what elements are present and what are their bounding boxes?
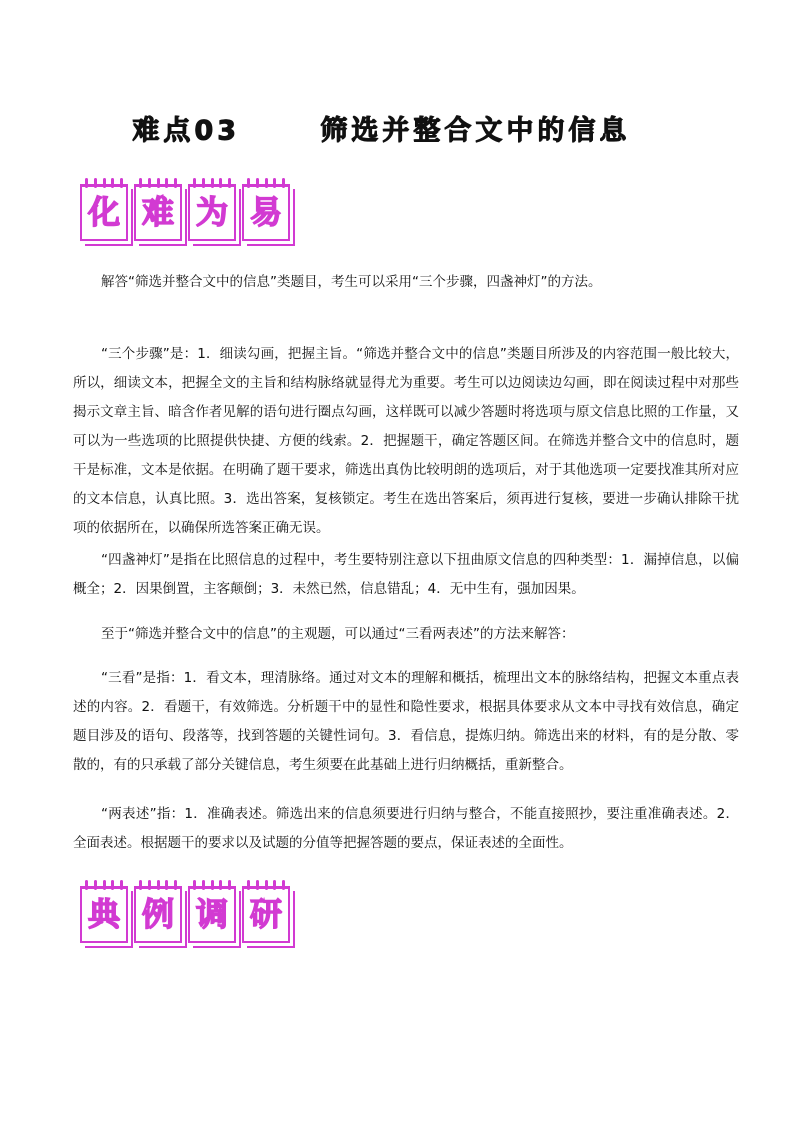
paragraph-three-steps <box>73 340 739 543</box>
notebook-icon <box>134 886 182 943</box>
title-main: 筛选并整合文中的信息 <box>320 115 630 146</box>
paragraph-three-looks <box>73 664 739 780</box>
section-banner-examples <box>80 880 290 942</box>
notebook-icon <box>188 886 236 943</box>
paragraph-two-statements <box>73 800 739 858</box>
banner-char: 研 <box>249 895 282 933</box>
banner-char: 易 <box>249 193 282 231</box>
banner-char: 例 <box>141 895 174 933</box>
notebook-icon <box>80 886 128 943</box>
paragraph-text: “三个步骤”是：1．细读勾画，把握主旨。“筛选并整合文中的信息”类题目所涉及的内容范围一般比较大，所以，细读文本，把握全文的主旨和结构脉络就显得尤为重要。考生可以边阅读边勾画，即在阅读过程中对那些揭示文章主旨、暗含作者见解的语句进行圈点勾画，这样既可以减少答题时将选项与原文信息比照的工作量，又可以为一些选项的比照提供快捷、方便的线索。2．把握题干，确定答题区间。在筛选并整合文中的信息时，题干是标准，文本是依据。在明确了题干要求，筛选出真伪比较明朗的选项后，对于其他选项一定要找准其所对应的文本信息，认真比照。3．选出答案，复核锁定。考生在选出答案后，须再进行复核，要进一步确认排除干扰项的依据所在，以确保所选答案正确无误。 <box>73 346 739 536</box>
paragraph-text: 解答“筛选并整合文中的信息”类题目，考生可以采用“三个步骤，四盏神灯”的方法。 <box>101 274 602 290</box>
banner-char: 调 <box>195 895 228 933</box>
page-title <box>0 108 794 148</box>
paragraph-text: “三看”是指：1．看文本，理清脉络。通过对文本的理解和概括，梳理出文本的脉络结构，把握文本重点表述的内容。2．看题干，有效筛选。分析题干中的显性和隐性要求，根据具体要求从文本中寻找有效信息，确定题目涉及的语句、段落等，找到答题的关键性词句。3．看信息，提炼归纳。筛选出来的材料，有的是分散、零散的，有的只承载了部分关键信息，考生须要在此基础上进行归纳概括，重新整合。 <box>73 670 739 773</box>
notebook-icon <box>188 184 236 241</box>
banner-char: 典 <box>87 895 120 933</box>
section-banner-simplify <box>80 178 290 240</box>
paragraph-intro <box>73 268 739 297</box>
paragraph-text: 至于“筛选并整合文中的信息”的主观题，可以通过“三看两表述”的方法来解答： <box>101 626 575 642</box>
paragraph-text: “四盏神灯”是指在比照信息的过程中，考生要特别注意以下扭曲原文信息的四种类型：1．漏掉信息，以偏概全；2．因果倒置，主客颠倒；3．未然已然，信息错乱；4．无中生有，强加因果。 <box>73 552 739 597</box>
notebook-icon <box>134 184 182 241</box>
title-prefix: 难点03 <box>132 115 240 146</box>
paragraph-subjective <box>73 620 739 649</box>
banner-char: 难 <box>141 193 174 231</box>
notebook-icon <box>80 184 128 241</box>
banner-char: 为 <box>195 193 228 231</box>
notebook-icon <box>242 184 290 241</box>
paragraph-text: “两表述”指：1．准确表述。筛选出来的信息须要进行归纳与整合，不能直接照抄，要注重准确表述。2．全面表述。根据题干的要求以及试题的分值等把握答题的要点，保证表述的全面性。 <box>73 806 739 851</box>
paragraph-four-lamps <box>73 546 739 604</box>
notebook-icon <box>242 886 290 943</box>
banner-char: 化 <box>87 193 120 231</box>
